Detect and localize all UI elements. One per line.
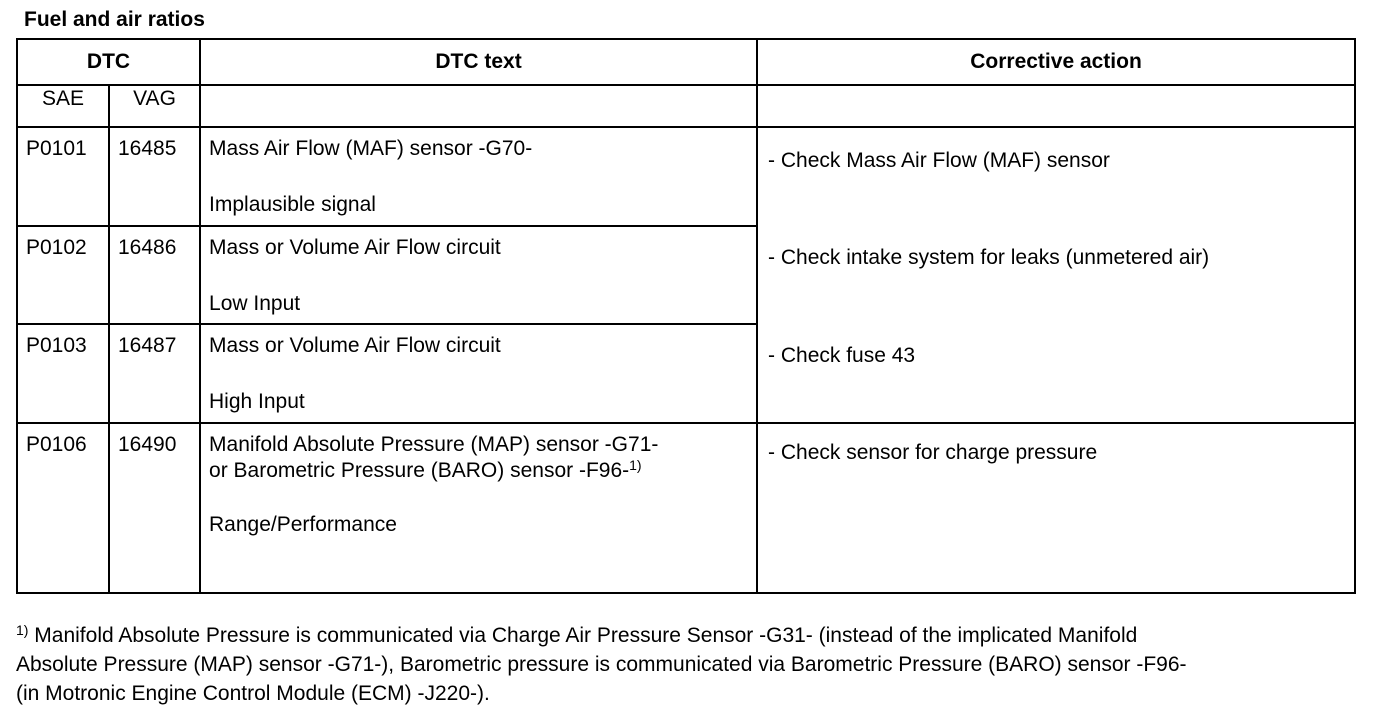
action-item: - Check intake system for leaks (unmetered air): [768, 246, 1210, 269]
dtc-text-line2: Implausible signal: [209, 193, 376, 216]
vag-code: 16487: [109, 324, 200, 423]
subheader-row: [17, 85, 1355, 127]
dtc-text-line1: Manifold Absolute Pressure (MAP) sensor -G71-: [209, 433, 659, 456]
vag-code: 16485: [109, 127, 200, 226]
dtc-text-line2: Range/Performance: [209, 513, 397, 536]
action-item: - Check fuse 43: [768, 344, 916, 367]
footnote-line3: (in Motronic Engine Control Module (ECM) -J220-).: [16, 682, 490, 705]
dtc-text-line2: High Input: [209, 390, 305, 413]
sae-code: P0101: [17, 127, 109, 226]
sae-code: P0106: [17, 423, 109, 593]
header-dtc: DTC: [17, 39, 200, 85]
header-corrective-action: Corrective action: [757, 39, 1355, 85]
footnote-ref: 1): [629, 457, 642, 473]
dtc-text-line1: Mass Air Flow (MAF) sensor -G70-: [209, 137, 533, 160]
table-row: [17, 423, 1355, 593]
subheader-empty-text: [200, 85, 757, 127]
vag-code: 16486: [109, 226, 200, 324]
action-item: - Check Mass Air Flow (MAF) sensor: [768, 149, 1110, 172]
dtc-text: [200, 324, 757, 423]
dtc-text-line1: Mass or Volume Air Flow circuit: [209, 334, 501, 357]
vag-code: 16490: [109, 423, 200, 593]
corrective-action: - Check sensor for charge pressure: [757, 423, 1355, 593]
dtc-text-line1: Mass or Volume Air Flow circuit: [209, 236, 501, 259]
dtc-text: [200, 127, 757, 226]
dtc-text-line1b-text: or Barometric Pressure (BARO) sensor -F96-: [209, 459, 630, 482]
table-row: [17, 127, 1355, 226]
subheader-empty-action: [757, 85, 1355, 127]
header-dtc-text: DTC text: [200, 39, 757, 85]
sae-code: P0102: [17, 226, 109, 324]
dtc-text-line2: Low Input: [209, 292, 301, 315]
dtc-text: [200, 226, 757, 324]
section-title: Fuel and air ratios: [24, 8, 205, 31]
footnote-line1: [16, 621, 1376, 650]
footnote-marker: 1): [16, 622, 29, 638]
header-sae: SAE: [17, 85, 109, 127]
header-row: [17, 39, 1355, 85]
sae-code: P0103: [17, 324, 109, 423]
footnote-line2: Absolute Pressure (MAP) sensor -G71-), Barometric pressure is communicated via Barometric Pressure (BARO) sensor -F96-: [16, 653, 1187, 676]
corrective-action-group: [757, 127, 1355, 423]
footnote: [16, 621, 1376, 708]
dtc-text-line1b: [209, 458, 756, 484]
footnote-line1-text: Manifold Absolute Pressure is communicated via Charge Air Pressure Sensor -G31- (instead of the implicated Manifold: [28, 624, 1138, 647]
header-vag: VAG: [109, 85, 200, 127]
dtc-table: [16, 38, 1356, 594]
dtc-text: [200, 423, 757, 593]
